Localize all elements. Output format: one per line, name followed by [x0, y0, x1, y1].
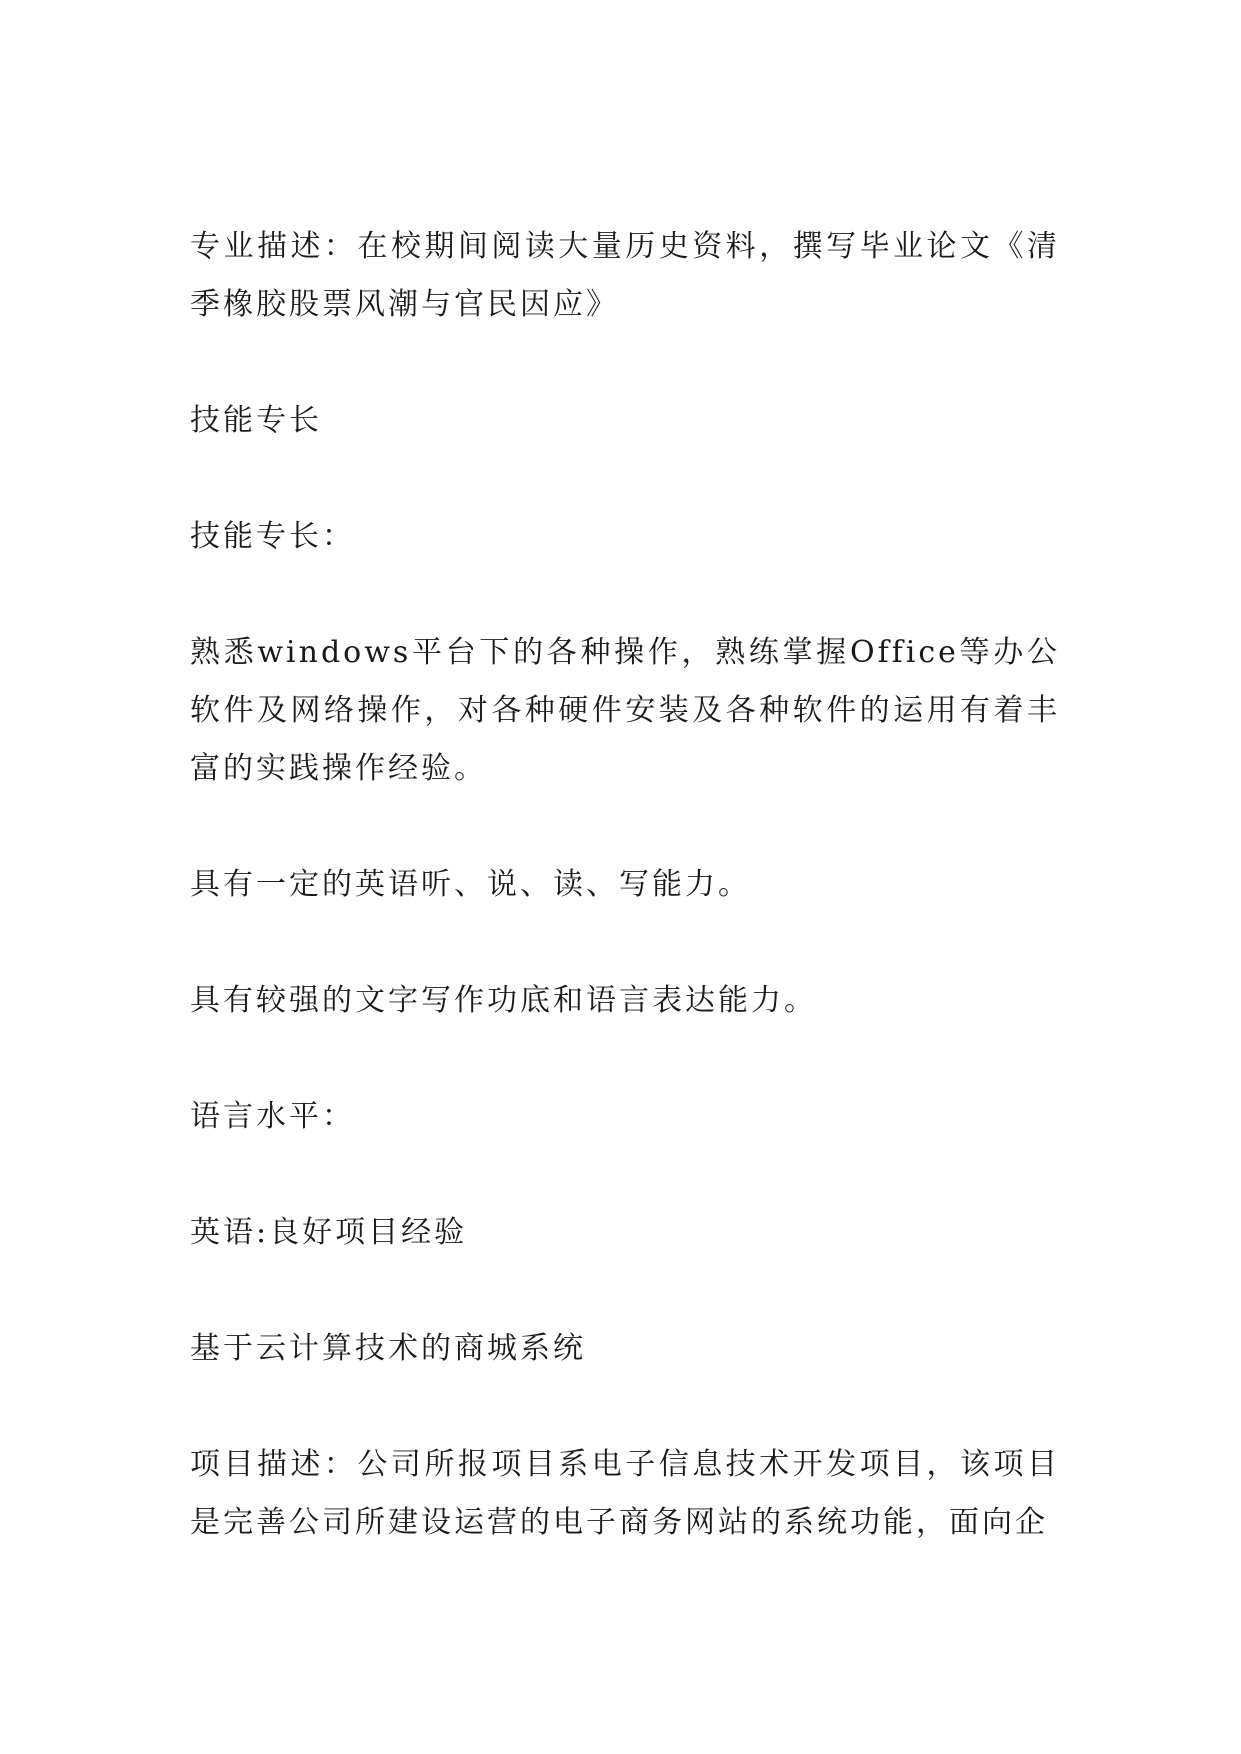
paragraph-major-description: 专业描述：在校期间阅读大量历史资料，撰写毕业论文《清季橡胶股票风潮与官民因应》 [190, 229, 1060, 322]
paragraph-english-level: 英语:良好项目经验 [190, 1215, 468, 1250]
heading-skills: 技能专长 [190, 403, 322, 438]
paragraph-project-description: 项目描述：公司所报项目系电子信息技术开发项目，该项目是完善公司所建设运营的电子商务网站的系统功能，面向企 [190, 1447, 1060, 1540]
paragraph-writing-ability: 具有较强的文字写作功底和语言表达能力。 [190, 983, 817, 1018]
label-language-level: 语言水平： [190, 1099, 355, 1134]
document-body [190, 218, 1060, 1552]
label-skills: 技能专长： [190, 519, 355, 554]
paragraph-computer-skills: 熟悉windows平台下的各种操作，熟练掌握Office等办公软件及网络操作，对各种硬件安装及各种软件的运用有着丰富的实践操作经验。 [190, 635, 1060, 786]
paragraph-english-ability: 具有一定的英语听、说、读、写能力。 [190, 867, 751, 902]
project-title: 基于云计算技术的商城系统 [190, 1331, 586, 1366]
